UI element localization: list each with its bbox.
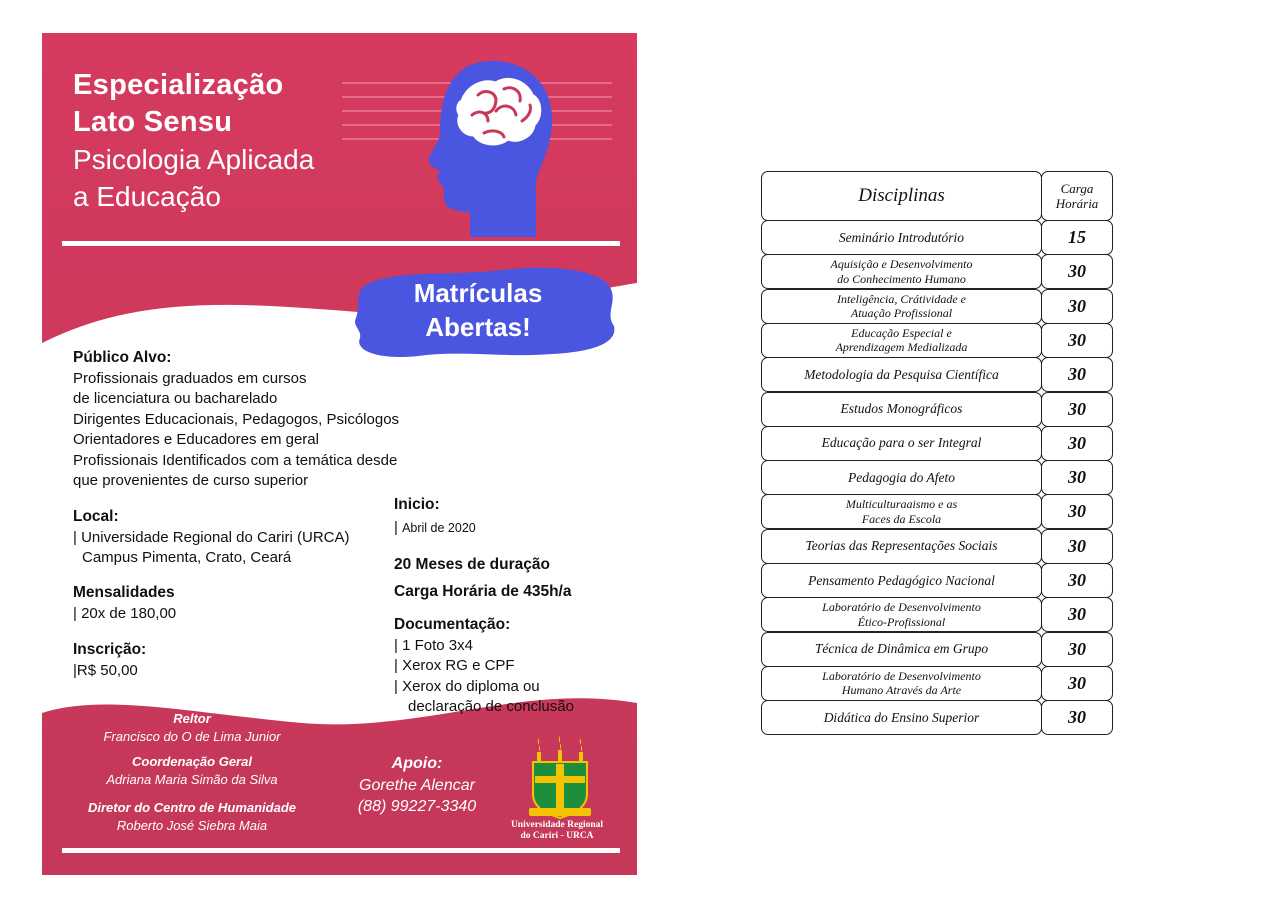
publico-heading: Público Alvo:	[73, 349, 172, 366]
urca-crest-icon	[525, 734, 595, 824]
discipline-name-line-1: Estudos Monográficos	[840, 401, 963, 416]
discipline-name-line-1: Didática do Ensino Superior	[823, 709, 980, 725]
hours-cell: 30	[1041, 632, 1113, 667]
apoio-heading: Apoio:	[391, 755, 443, 772]
documentacao-item: | Xerox do diploma ou	[394, 677, 540, 695]
discipline-name-line-1: Seminário Introdutório	[838, 229, 965, 245]
discipline-name-line-2: Atuação Profissional	[850, 306, 953, 321]
local-section	[73, 507, 350, 569]
title-line-4: a Educação	[73, 181, 221, 212]
hours-cell: 30	[1041, 254, 1113, 289]
hours-cell: 30	[1041, 460, 1113, 495]
credits-coordenacao	[82, 753, 302, 789]
inicio-value: Abril de 2020	[402, 520, 476, 535]
discipline-name-line-2: do Conhecimento Humano	[837, 271, 966, 286]
hours-cell: 30	[1041, 323, 1113, 358]
apoio-phone: (88) 99227-3340	[357, 798, 477, 815]
coord-name: Adriana Maria Simão da Silva	[106, 772, 278, 787]
logo-caption-line-2: do Cariri - URCA	[520, 831, 594, 841]
enrollment-badge-text	[376, 276, 580, 344]
apoio-section	[342, 753, 492, 817]
publico-line: que provenientes de curso superior	[73, 472, 309, 489]
badge-line-2: Abertas!	[425, 312, 531, 342]
credits-reitor	[82, 710, 302, 746]
title-line-2: Lato Sensu	[73, 106, 233, 138]
hours-cell: 30	[1041, 289, 1113, 324]
discipline-name-line-2: Ético-Profissional	[857, 614, 946, 629]
inscricao-section	[73, 640, 146, 681]
workload-section	[394, 582, 571, 603]
header-carga-line-1: Carga	[1060, 181, 1094, 196]
divider-top	[62, 241, 620, 246]
local-line-2: Campus Pimenta, Crato, Ceará	[82, 549, 292, 566]
header-carga-horaria	[1041, 171, 1113, 221]
discipline-name-line-1: Educação Especial e	[851, 325, 952, 340]
discipline-name-line-1: Pensamento Pedagógico Nacional	[808, 572, 995, 588]
documentacao-item: declaração de conclusão	[408, 698, 574, 715]
duration-text: 20 Meses de duração	[394, 556, 550, 573]
credits-diretor	[72, 799, 312, 835]
documentacao-item: | 1 Foto 3x4	[394, 636, 473, 654]
discipline-cell	[761, 597, 1042, 632]
inscricao-heading: Inscrição:	[73, 641, 147, 658]
reitor-name: Francisco do O de Lima Junior	[103, 729, 281, 744]
discipline-cell	[761, 494, 1042, 529]
hours-cell: 30	[1041, 494, 1113, 529]
discipline-name-line-1: Laboratório de Desenvolvimento	[822, 600, 981, 615]
hours-cell: 30	[1041, 563, 1113, 598]
discipline-cell	[761, 529, 1042, 564]
publico-line: Profissionais Identificados com a temática desde	[73, 451, 398, 469]
discipline-cell	[761, 357, 1042, 392]
discipline-name-line-1: Inteligência, Crátividade e	[837, 291, 966, 306]
documentacao-section	[394, 615, 574, 718]
hours-cell: 15	[1041, 220, 1113, 255]
publico-line: Orientadores e Educadores em geral	[73, 431, 319, 448]
apoio-name: Gorethe Alencar	[359, 777, 475, 794]
inscricao-value: |R$ 50,00	[73, 661, 138, 679]
hours-cell: 30	[1041, 426, 1113, 461]
hours-cell: 30	[1041, 666, 1113, 701]
mensalidades-value: | 20x de 180,00	[73, 604, 177, 622]
discipline-name-line-1: Multiculturaaismo e as	[845, 497, 958, 512]
diretor-name: Roberto José Siebra Maia	[116, 818, 268, 833]
discipline-name-line-1: Pedagogia do Afeto	[848, 469, 955, 485]
inicio-bar: |	[394, 518, 398, 536]
header-carga-line-2: Horária	[1055, 196, 1099, 211]
discipline-cell	[761, 426, 1042, 461]
discipline-name-line-1: Laboratório de Desenvolvimento	[822, 668, 981, 683]
local-heading: Local:	[73, 508, 119, 525]
discipline-cell	[761, 563, 1042, 598]
documentacao-item: | Xerox RG e CPF	[394, 657, 515, 674]
discipline-cell	[761, 220, 1042, 255]
title-line-3: Psicologia Aplicada	[73, 144, 315, 175]
mensalidades-heading: Mensalidades	[73, 584, 175, 601]
hours-cell: 30	[1041, 529, 1113, 564]
discipline-cell	[761, 254, 1042, 289]
publico-line: Dirigentes Educacionais, Pedagogos, Psicólogos	[73, 410, 400, 428]
mensalidades-section	[73, 583, 176, 624]
discipline-name-line-2: Aprendizagem Medializada	[835, 340, 968, 355]
discipline-name-line-1: Metodologia da Pesquisa Científica	[804, 366, 999, 382]
discipline-name-line-1: Teorias das Representações Sociais	[805, 538, 998, 554]
flyer	[42, 33, 637, 875]
coord-title: Coordenação Geral	[132, 754, 252, 769]
reitor-title: Reltor	[173, 711, 211, 726]
title-line-1: Especialização	[73, 69, 284, 101]
divider-bottom	[62, 848, 620, 853]
publico-alvo-section	[73, 348, 399, 492]
hours-cell: 30	[1041, 357, 1113, 392]
diretor-title: Diretor do Centro de Humanidade	[87, 800, 297, 815]
discipline-cell	[761, 666, 1042, 701]
hours-cell: 30	[1041, 392, 1113, 427]
discipline-name-line-2: Humano Através da Arte	[841, 683, 962, 698]
discipline-cell	[761, 632, 1042, 667]
title-block	[73, 67, 314, 215]
discipline-cell	[761, 323, 1042, 358]
logo-caption-line-1: Universidade Regional	[510, 820, 604, 830]
discipline-cell	[761, 289, 1042, 324]
publico-line: de licenciatura ou bacharelado	[73, 390, 278, 407]
publico-line: Profissionais graduados em cursos	[73, 369, 307, 387]
documentacao-heading: Documentação:	[394, 616, 511, 633]
inicio-heading: Inicio:	[394, 496, 440, 513]
discipline-name-line-1: Técnica de Dinâmica em Grupo	[814, 641, 989, 657]
discipline-name-line-1: Aquisição e Desenvolvimento	[830, 257, 973, 272]
discipline-name-line-2: Faces da Escola	[861, 511, 942, 526]
discipline-cell	[761, 460, 1042, 495]
local-line-1: | Universidade Regional do Cariri (URCA)	[73, 528, 350, 546]
duration-section	[394, 555, 550, 576]
logo-caption	[497, 820, 617, 842]
discipline-cell	[761, 392, 1042, 427]
head-brain-icon	[422, 55, 557, 245]
discipline-name-line-1: Educação para o ser Integral	[821, 435, 982, 451]
hours-cell: 30	[1041, 597, 1113, 632]
badge-line-1: Matrículas	[413, 278, 543, 308]
hours-cell: 30	[1041, 700, 1113, 735]
inicio-section	[394, 495, 476, 538]
workload-text: Carga Horária de 435h/a	[394, 583, 572, 600]
header-disciplinas: Disciplinas	[761, 171, 1042, 221]
discipline-cell	[761, 700, 1042, 735]
